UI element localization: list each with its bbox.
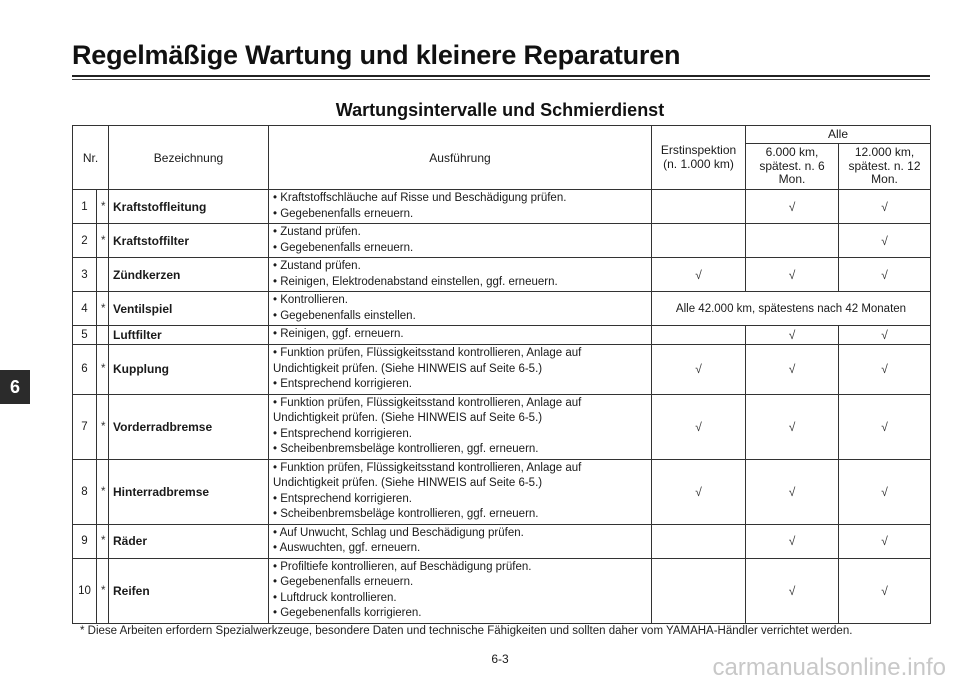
dealer-star: * xyxy=(97,394,109,459)
row-number: 8 xyxy=(73,459,97,524)
check-interval-12000: √ xyxy=(839,394,931,459)
check-interval-6000: √ xyxy=(746,524,839,558)
row-work xyxy=(269,345,652,395)
row-work xyxy=(269,326,652,345)
row-name: Hinterradbremse xyxy=(109,459,269,524)
page-number: 6-3 xyxy=(491,652,509,666)
row-number: 5 xyxy=(73,326,97,345)
work-line: • Gegebenenfalls erneuern. xyxy=(273,207,414,220)
dealer-star: * xyxy=(97,459,109,524)
check-interval-6000: √ xyxy=(746,326,839,345)
dealer-star: * xyxy=(97,190,109,224)
row-work xyxy=(269,558,652,623)
watermark: carmanualsonline.info xyxy=(712,654,946,681)
check-interval-12000: √ xyxy=(839,345,931,395)
check-first-inspection xyxy=(652,558,746,623)
table-row xyxy=(73,524,931,558)
dealer-star: * xyxy=(97,345,109,395)
work-line: Undichtigkeit prüfen. (Siehe HINWEIS auf Seite 6-5.) xyxy=(273,412,543,425)
work-line: • Scheibenbremsbeläge kontrollieren, ggf. erneuern. xyxy=(273,443,539,456)
check-first-inspection: √ xyxy=(652,459,746,524)
row-work xyxy=(269,224,652,258)
check-interval-6000: √ xyxy=(746,459,839,524)
check-interval-6000: √ xyxy=(746,345,839,395)
dealer-star: * xyxy=(97,558,109,623)
row-work xyxy=(269,292,652,326)
work-line: • Funktion prüfen, Flüssigkeitsstand kontrollieren, Anlage auf xyxy=(273,461,582,474)
header-interval-6000: 6.000 km, spätest. n. 6 Mon. xyxy=(746,144,839,190)
table-row xyxy=(73,258,931,292)
check-interval-12000: √ xyxy=(839,459,931,524)
check-first-inspection xyxy=(652,326,746,345)
work-line: • Auswuchten, ggf. erneuern. xyxy=(273,542,421,555)
row-name: Reifen xyxy=(109,558,269,623)
table-row xyxy=(73,558,931,623)
table-row xyxy=(73,190,931,224)
work-line: • Gegebenenfalls erneuern. xyxy=(273,241,414,254)
work-line: • Gegebenenfalls einstellen. xyxy=(273,309,416,322)
work-line: • Funktion prüfen, Flüssigkeitsstand kontrollieren, Anlage auf xyxy=(273,396,582,409)
check-interval-6000: √ xyxy=(746,558,839,623)
table-row xyxy=(73,345,931,395)
work-line: • Kontrollieren. xyxy=(273,294,348,307)
work-line: Undichtigkeit prüfen. (Siehe HINWEIS auf Seite 6-5.) xyxy=(273,477,543,490)
maintenance-table xyxy=(72,125,931,624)
row-name: Kupplung xyxy=(109,345,269,395)
work-line: • Luftdruck kontrollieren. xyxy=(273,591,397,604)
row-number: 9 xyxy=(73,524,97,558)
work-line: • Kraftstoffschläuche auf Risse und Beschädigung prüfen. xyxy=(273,192,567,204)
work-line: • Gegebenenfalls erneuern. xyxy=(273,576,414,589)
check-interval-12000: √ xyxy=(839,258,931,292)
row-number: 10 xyxy=(73,558,97,623)
dealer-star xyxy=(97,326,109,345)
row-number: 1 xyxy=(73,190,97,224)
work-line: • Reinigen, Elektrodenabstand einstellen, ggf. erneuern. xyxy=(273,275,558,288)
table-row xyxy=(73,224,931,258)
check-first-inspection: √ xyxy=(652,258,746,292)
page-title: Regelmäßige Wartung und kleinere Reparaturen xyxy=(72,40,681,70)
work-line: • Auf Unwucht, Schlag und Beschädigung prüfen. xyxy=(273,526,524,539)
check-first-inspection xyxy=(652,190,746,224)
row-work xyxy=(269,190,652,224)
work-line: • Scheibenbremsbeläge kontrollieren, ggf. erneuern. xyxy=(273,508,539,521)
footnote: * Diese Arbeiten erfordern Spezialwerkzeuge, besondere Daten und technische Fähigkeiten und sollten daher vom YAMAHA-Händler verrichtet werden. xyxy=(80,625,853,637)
row-number: 7 xyxy=(73,394,97,459)
check-interval-6000: √ xyxy=(746,394,839,459)
row-name: Zündkerzen xyxy=(109,258,269,292)
row-number: 6 xyxy=(73,345,97,395)
header-work: Ausführung xyxy=(269,126,652,190)
check-first-inspection xyxy=(652,524,746,558)
row-number: 2 xyxy=(73,224,97,258)
chapter-tab: 6 xyxy=(0,370,30,404)
dealer-star: * xyxy=(97,224,109,258)
dealer-star: * xyxy=(97,292,109,326)
check-interval-6000: √ xyxy=(746,190,839,224)
work-line: • Zustand prüfen. xyxy=(273,226,361,239)
work-line: • Profiltiefe kontrollieren, auf Beschädigung prüfen. xyxy=(273,560,532,573)
header-first-inspection: Erstinspektion (n. 1.000 km) xyxy=(652,126,746,190)
row-work xyxy=(269,394,652,459)
row-work xyxy=(269,459,652,524)
work-line: • Gegebenenfalls korrigieren. xyxy=(273,607,422,620)
row-number: 4 xyxy=(73,292,97,326)
table-row xyxy=(73,459,931,524)
work-line: • Entsprechend korrigieren. xyxy=(273,492,412,505)
header-name: Bezeichnung xyxy=(109,126,269,190)
row-name: Kraftstoffleitung xyxy=(109,190,269,224)
work-line: • Entsprechend korrigieren. xyxy=(273,427,412,440)
check-interval-12000: √ xyxy=(839,558,931,623)
header-every: Alle xyxy=(746,126,931,144)
work-line: Undichtigkeit prüfen. (Siehe HINWEIS auf Seite 6-5.) xyxy=(273,362,543,375)
title-underline-thin xyxy=(72,79,930,80)
header-nr: Nr. xyxy=(73,126,109,190)
check-first-inspection: √ xyxy=(652,394,746,459)
table-row xyxy=(73,394,931,459)
row-number: 3 xyxy=(73,258,97,292)
row-name: Vorderradbremse xyxy=(109,394,269,459)
check-interval-12000: √ xyxy=(839,190,931,224)
row-name: Kraftstoffilter xyxy=(109,224,269,258)
check-interval-12000: √ xyxy=(839,326,931,345)
check-first-inspection: √ xyxy=(652,345,746,395)
row-name: Luftfilter xyxy=(109,326,269,345)
row-work xyxy=(269,258,652,292)
work-line: • Zustand prüfen. xyxy=(273,260,361,273)
row-span-interval: Alle 42.000 km, spätestens nach 42 Monaten xyxy=(652,292,931,326)
work-line: • Funktion prüfen, Flüssigkeitsstand kontrollieren, Anlage auf xyxy=(273,347,582,360)
check-first-inspection xyxy=(652,224,746,258)
row-name: Ventilspiel xyxy=(109,292,269,326)
title-underline xyxy=(72,75,930,77)
row-name: Räder xyxy=(109,524,269,558)
section-title: Wartungsintervalle und Schmierdienst xyxy=(335,100,665,120)
work-line: • Reinigen, ggf. erneuern. xyxy=(273,328,404,341)
table-row xyxy=(73,292,931,326)
dealer-star: * xyxy=(97,524,109,558)
table-row xyxy=(73,326,931,345)
work-line: • Entsprechend korrigieren. xyxy=(273,378,412,391)
check-interval-12000: √ xyxy=(839,524,931,558)
check-interval-6000 xyxy=(746,224,839,258)
check-interval-6000: √ xyxy=(746,258,839,292)
header-interval-12000: 12.000 km, spätest. n. 12 Mon. xyxy=(839,144,931,190)
check-interval-12000: √ xyxy=(839,224,931,258)
row-work xyxy=(269,524,652,558)
dealer-star xyxy=(97,258,109,292)
